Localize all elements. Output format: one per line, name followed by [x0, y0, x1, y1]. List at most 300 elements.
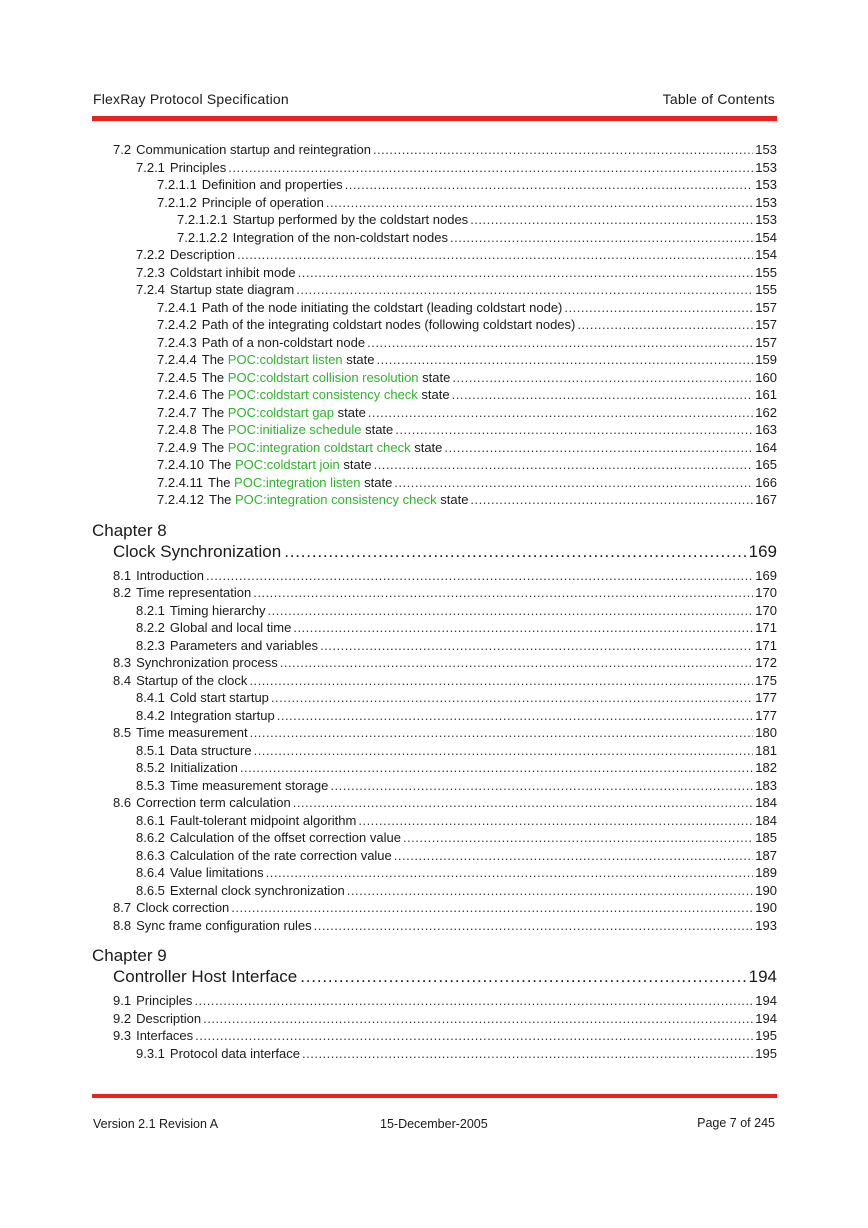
dot-leader [330, 777, 753, 795]
section-number: 8.5.1 [136, 742, 165, 758]
toc-entry[interactable] [92, 316, 777, 334]
toc-entry[interactable] [92, 654, 777, 672]
section-number: 9.2 [113, 1010, 132, 1026]
section-title [170, 707, 275, 725]
title-text: Initialization [169, 760, 238, 775]
dot-leader [347, 882, 754, 900]
section-number: 7.2.1.1 [157, 177, 197, 192]
section-number: 8.8 [113, 917, 132, 933]
dot-leader [277, 707, 754, 725]
section-title [202, 334, 365, 352]
title-text: Path of the integrating coldstart nodes (following coldstart nodes) [201, 317, 576, 332]
section-title [170, 742, 252, 760]
section-number: 8.6.1 [136, 812, 165, 828]
section-title [170, 812, 356, 830]
page-ref: 181 [755, 742, 777, 758]
toc-entry[interactable] [92, 264, 777, 282]
title-text: Integration startup [169, 707, 275, 723]
section-title [170, 637, 318, 655]
page-ref: 177 [755, 707, 777, 723]
section-number: 8.5.3 [136, 777, 165, 793]
header-rule [92, 116, 777, 121]
section-number: 7.2.4.10 [157, 457, 204, 472]
title-text: Path of the node initiating the coldstart (leading coldstart node) [201, 299, 563, 315]
title-text: Protocol data interface [169, 1045, 300, 1061]
dot-leader [358, 812, 753, 830]
toc-entry[interactable] [92, 689, 777, 707]
title-text: Principle of operation [201, 194, 324, 210]
dot-leader [254, 742, 754, 760]
page-ref: 190 [755, 882, 777, 898]
page-ref: 185 [755, 830, 777, 845]
title-text: state [418, 369, 451, 385]
title-text: Startup of the clock [136, 672, 248, 688]
page-ref: 160 [755, 369, 777, 385]
toc-entry[interactable] [92, 847, 777, 865]
dot-leader [280, 654, 754, 672]
toc-entry[interactable] [92, 211, 777, 229]
title-text: Integration of the non-coldstart nodes [232, 229, 448, 245]
section-number: 8.6.2 [136, 830, 165, 845]
section-number: 7.2.4.11 [157, 474, 204, 490]
section-title [136, 899, 229, 917]
section-title [170, 847, 392, 865]
title-text: The [201, 352, 228, 367]
section-title [202, 369, 451, 387]
title-text: Value limitations [169, 865, 264, 880]
state-name-link: POC:coldstart gap [227, 404, 334, 420]
title-text: Time measurement [136, 725, 248, 740]
version-label: Version 2.1 Revision A [93, 1117, 219, 1131]
toc-entry[interactable] [92, 602, 777, 620]
title-text: Global and local time [169, 620, 292, 635]
title-text: Communication startup and reintegration [136, 142, 371, 157]
chapter-page: 194 [748, 967, 777, 986]
section-number: 8.4.1 [136, 690, 165, 705]
page-ref: 153 [755, 177, 777, 192]
toc-entry[interactable] [92, 386, 777, 404]
section-number: 8.6.5 [136, 882, 165, 898]
toc-entry[interactable] [92, 1045, 777, 1063]
section-number: 8.6.4 [136, 865, 165, 880]
section-title [136, 724, 248, 742]
toc-entry[interactable] [92, 742, 777, 760]
dot-leader [320, 637, 753, 655]
toc-entry[interactable] [92, 404, 777, 422]
title-text: Time representation [136, 585, 252, 600]
page-ref: 155 [755, 282, 777, 297]
section-title [136, 654, 278, 672]
dot-leader [266, 864, 754, 882]
section-title [202, 299, 563, 317]
dot-leader [314, 917, 754, 935]
toc-entry[interactable] [92, 194, 777, 212]
page-ref: 182 [755, 760, 777, 775]
document-title: FlexRay Protocol Specification [93, 91, 289, 107]
title-text: Correction term calculation [136, 795, 291, 810]
title-text: Time measurement storage [169, 777, 329, 793]
page-ref: 184 [755, 795, 777, 810]
dot-leader [300, 966, 745, 988]
title-text: The [201, 422, 228, 437]
section-number: 8.2.3 [136, 637, 165, 653]
section-number: 7.2.4.8 [157, 422, 197, 437]
toc-entry[interactable] [92, 491, 777, 509]
section-number: 7.2.1 [136, 159, 165, 175]
toc-entry[interactable] [92, 812, 777, 830]
page-ref: 169 [755, 567, 777, 583]
title-text: The [201, 387, 228, 402]
section-number: 8.1 [113, 567, 132, 583]
dot-leader [452, 369, 753, 387]
page-ref: 171 [755, 620, 777, 635]
dot-leader [302, 1045, 753, 1063]
dot-leader [271, 689, 753, 707]
dot-leader [203, 1010, 753, 1028]
page-ref: 167 [755, 492, 777, 507]
state-name-link: POC:coldstart collision resolution [227, 369, 419, 385]
section-title [170, 246, 235, 264]
dot-leader [228, 159, 753, 177]
section-number: 8.4 [113, 672, 132, 688]
toc-entry[interactable] [92, 794, 777, 812]
title-text: Calculation of the rate correction value [169, 847, 392, 863]
dot-leader [450, 229, 753, 247]
page-number: Page 7 of 245 [697, 1116, 775, 1130]
dot-leader [249, 672, 753, 690]
page-ref: 194 [755, 1010, 777, 1026]
page-ref: 154 [755, 229, 777, 245]
toc-entry[interactable] [92, 474, 777, 492]
title-text: The [201, 404, 228, 420]
section-number: 7.2.4.4 [157, 352, 197, 367]
section-title [170, 689, 269, 707]
toc-entry[interactable] [92, 159, 777, 177]
title-text: Path of a non-coldstart node [201, 334, 366, 350]
title-text: state [360, 474, 393, 490]
dot-leader [284, 541, 745, 563]
section-title [202, 194, 324, 212]
section-number: 9.1 [113, 993, 132, 1008]
page-ref: 157 [755, 299, 777, 315]
section-title [202, 351, 375, 369]
toc-entry[interactable] [92, 281, 777, 299]
section-number: 8.2.2 [136, 620, 165, 635]
title-text: Timing hierarchy [169, 602, 266, 618]
page-ref: 183 [755, 777, 777, 793]
toc-entry[interactable] [92, 1010, 777, 1028]
section-number: 7.2.1.2.2 [177, 229, 228, 245]
section-title [202, 439, 443, 457]
dot-leader [376, 351, 753, 369]
page-ref: 161 [755, 387, 777, 402]
page-ref: 184 [755, 812, 777, 828]
title-text: state [361, 422, 394, 437]
dot-leader [394, 474, 753, 492]
chapter-label: Chapter 9 [92, 946, 167, 965]
dot-leader [368, 404, 754, 422]
toc-entry[interactable] [92, 1027, 777, 1045]
title-text: Description [169, 247, 235, 262]
dot-leader [326, 194, 753, 212]
section-title [202, 316, 576, 334]
toc-entry[interactable] [92, 672, 777, 690]
section-number: 7.2 [113, 142, 132, 157]
state-name-link: POC:coldstart join [235, 457, 340, 472]
section-number: 8.6 [113, 795, 132, 810]
page-ref: 165 [755, 457, 777, 472]
chapter-title-row[interactable] [92, 966, 777, 988]
section-title [233, 211, 469, 229]
dot-leader [250, 724, 754, 742]
state-name-link: POC:coldstart listen [227, 352, 343, 367]
title-text: The [201, 369, 228, 385]
page-ref: 187 [755, 847, 777, 863]
state-name-link: POC:integration consistency check [235, 492, 437, 507]
section-number: 7.2.4 [136, 282, 165, 297]
state-name-link: POC:integration listen [234, 474, 361, 490]
page-ref: 172 [755, 655, 777, 670]
page-ref: 175 [755, 672, 777, 688]
toc-entry[interactable] [92, 456, 777, 474]
date-label: 15-December-2005 [380, 1117, 488, 1131]
toc-entry[interactable] [92, 421, 777, 439]
section-number: 7.2.4.6 [157, 387, 197, 402]
toc-entry[interactable] [92, 829, 777, 847]
title-text: state [410, 439, 443, 455]
dot-leader [367, 334, 753, 352]
page-ref: 195 [755, 1028, 777, 1043]
footer-rule [92, 1094, 777, 1098]
section-title [170, 882, 345, 900]
chapter-heading [92, 946, 777, 988]
toc-entry[interactable] [92, 637, 777, 655]
page-ref: 153 [755, 142, 777, 157]
section-title [170, 264, 296, 282]
section-number: 8.6.3 [136, 847, 165, 863]
page-ref: 170 [755, 602, 777, 618]
section-number: 7.2.4.3 [157, 334, 197, 350]
title-text: Calculation of the offset correction value [169, 830, 401, 845]
toc-entry[interactable] [92, 567, 777, 585]
toc-entry[interactable] [92, 141, 777, 159]
title-text: Fault-tolerant midpoint algorithm [169, 812, 357, 828]
section-title [136, 141, 371, 159]
title-text: Sync frame configuration rules [136, 917, 312, 933]
title-text: The [209, 492, 236, 507]
section-title [170, 619, 291, 637]
page-ref: 157 [755, 317, 777, 332]
section-title [136, 584, 251, 602]
section-title [209, 456, 372, 474]
dot-leader [206, 567, 753, 585]
page-ref: 155 [755, 264, 777, 280]
section-title [136, 794, 291, 812]
section-title [233, 229, 448, 247]
title-text: Data structure [169, 742, 252, 758]
dot-leader [253, 584, 753, 602]
title-text: Clock correction [136, 900, 230, 915]
section-number: 7.2.4.9 [157, 439, 197, 455]
page-ref: 153 [755, 212, 777, 227]
chapter-page: 169 [748, 541, 777, 561]
dot-leader [444, 439, 753, 457]
section-title [136, 992, 192, 1010]
page-ref: 189 [755, 865, 777, 880]
page-ref: 157 [755, 334, 777, 350]
toc-entry[interactable] [92, 759, 777, 777]
section-title [170, 1045, 300, 1063]
section-title [202, 176, 343, 194]
state-name-link: POC:initialize schedule [227, 422, 362, 437]
section-number: 9.3 [113, 1028, 132, 1043]
dot-leader [268, 602, 754, 620]
title-text: state [342, 352, 375, 367]
title-text: Description [136, 1010, 202, 1026]
title-text: state [334, 404, 366, 420]
toc-entry[interactable] [92, 299, 777, 317]
toc-entry[interactable] [92, 777, 777, 795]
title-text: state [339, 457, 372, 472]
dot-leader [195, 1027, 753, 1045]
dot-leader [564, 299, 753, 317]
page-ref: 162 [755, 404, 777, 420]
dot-leader [231, 899, 753, 917]
toc-entry[interactable] [92, 707, 777, 725]
page-ref: 159 [755, 352, 777, 367]
toc-entry[interactable] [92, 724, 777, 742]
toc-entry[interactable] [92, 992, 777, 1010]
chapter-title: Controller Host Interface [113, 967, 298, 986]
section-number: 8.3 [113, 655, 132, 670]
section-title [170, 602, 266, 620]
section-title [136, 1027, 193, 1045]
chapter-title-row[interactable] [92, 541, 777, 563]
section-number: 8.5.2 [136, 760, 165, 775]
toc-entry[interactable] [92, 899, 777, 917]
title-text: Startup state diagram [169, 282, 295, 297]
title-text: The [209, 457, 236, 472]
state-name-link: POC:integration coldstart check [227, 439, 411, 455]
chapter-heading [92, 521, 777, 563]
table-of-contents [92, 141, 777, 1062]
page-ref: 177 [755, 690, 777, 705]
title-text: state [417, 387, 450, 402]
title-text: Interfaces [136, 1028, 194, 1043]
section-number: 7.2.1.2 [157, 194, 197, 210]
toc-entry[interactable] [92, 246, 777, 264]
section-title [170, 777, 328, 795]
section-title [170, 281, 294, 299]
section-number: 7.2.1.2.1 [177, 212, 228, 227]
toc-entry[interactable] [92, 351, 777, 369]
section-title [202, 386, 450, 404]
section-number: 7.2.4.1 [157, 299, 197, 315]
section-title [170, 829, 401, 847]
dot-leader [345, 176, 754, 194]
dot-leader [470, 211, 753, 229]
title-text: Principles [136, 993, 193, 1008]
dot-leader [373, 141, 753, 159]
page-ref: 171 [755, 637, 777, 653]
toc-entry[interactable] [92, 439, 777, 457]
page-ref: 153 [755, 194, 777, 210]
page-ref: 170 [755, 585, 777, 600]
page-ref: 166 [755, 474, 777, 490]
toc-entry[interactable] [92, 864, 777, 882]
dot-leader [293, 794, 754, 812]
title-text: External clock synchronization [169, 882, 345, 898]
toc-entry[interactable] [92, 584, 777, 602]
section-number: 8.5 [113, 725, 132, 740]
section-number: 7.2.4.12 [157, 492, 204, 507]
title-text: The [201, 439, 228, 455]
dot-leader [577, 316, 753, 334]
section-title [136, 917, 312, 935]
toc-entry[interactable] [92, 369, 777, 387]
title-text: Principles [169, 159, 227, 175]
section-title [136, 1010, 201, 1028]
section-title [136, 672, 247, 690]
page-ref: 195 [755, 1045, 777, 1061]
dot-leader [298, 264, 754, 282]
chapter-label: Chapter 8 [92, 520, 167, 540]
section-number: 7.2.4.2 [157, 317, 197, 332]
section-title [202, 421, 394, 439]
title-text: Parameters and variables [169, 637, 319, 653]
page-ref: 180 [755, 725, 777, 740]
dot-leader [470, 491, 753, 509]
page-ref: 193 [755, 917, 777, 933]
page-ref: 163 [755, 422, 777, 437]
title-text: Definition and properties [201, 177, 343, 192]
dot-leader [452, 386, 754, 404]
section-number: 7.2.4.5 [157, 369, 197, 385]
section-title [209, 491, 468, 509]
page-ref: 194 [755, 993, 777, 1008]
section-title [136, 567, 204, 585]
toc-entry[interactable] [92, 917, 777, 935]
title-text: Introduction [136, 567, 205, 583]
title-text: The [208, 474, 235, 490]
toc-entry[interactable] [92, 882, 777, 900]
section-number: 7.2.4.7 [157, 404, 197, 420]
page-ref: 154 [755, 247, 777, 262]
section-number: 9.3.1 [136, 1045, 165, 1061]
chapter-title: Clock Synchronization [113, 541, 282, 561]
page-ref: 164 [755, 439, 777, 455]
section-title [202, 404, 366, 422]
title-text: Synchronization process [136, 655, 278, 670]
section-number: 8.2.1 [136, 602, 165, 618]
toc-entry[interactable] [92, 176, 777, 194]
section-number: 7.2.2 [136, 247, 165, 262]
section-title [208, 474, 392, 492]
dot-leader [403, 829, 753, 847]
dot-leader [374, 456, 754, 474]
dot-leader [395, 421, 753, 439]
toc-entry[interactable] [92, 334, 777, 352]
toc-entry[interactable] [92, 229, 777, 247]
title-text: Startup performed by the coldstart nodes [232, 212, 469, 227]
dot-leader [194, 992, 753, 1010]
title-text: Cold start startup [169, 690, 269, 705]
section-number: 7.2.3 [136, 264, 165, 280]
section-title [170, 864, 264, 882]
section-title [170, 159, 226, 177]
toc-entry[interactable] [92, 619, 777, 637]
section-title [170, 759, 238, 777]
